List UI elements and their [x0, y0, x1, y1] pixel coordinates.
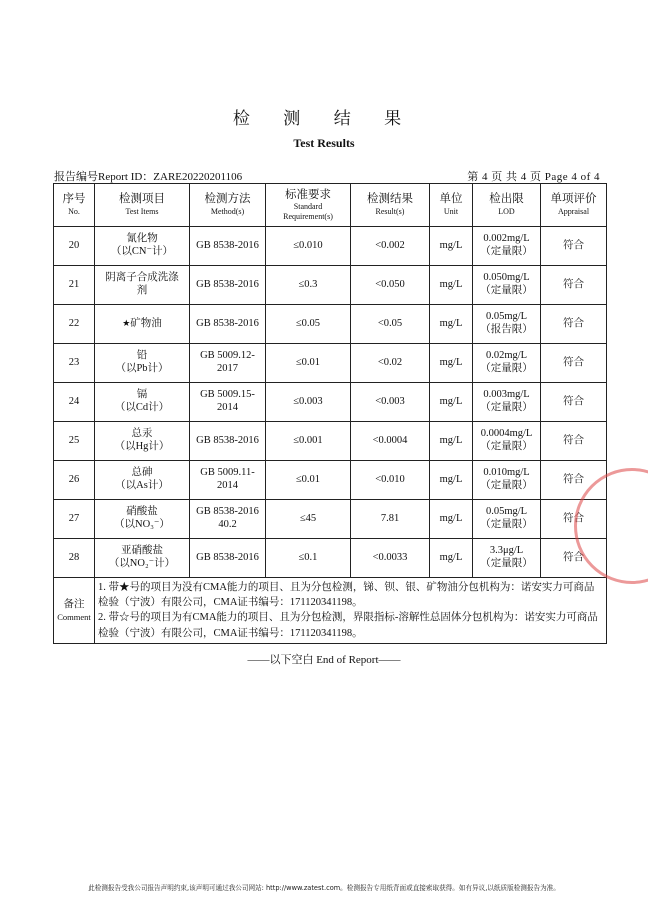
- cell-no: [54, 422, 95, 461]
- remark-note-1: 1. 带★号的项目为没有CMA能力的项目、且为分包检测，锑、钡、银、矿物油分包机构为：诺安实力可商品检验（宁波）有限公司，CMA证书编号：171120341198。: [98, 582, 595, 609]
- cell-result-text: <0.0033: [372, 551, 408, 563]
- cell-lod-text: 0.010mg/L: [483, 467, 530, 479]
- cell-method: [190, 266, 266, 305]
- cell-method-text: 40.2: [218, 519, 237, 530]
- cell-unit: [430, 305, 473, 344]
- cell-lod: [473, 227, 541, 266]
- cell-appraisal-text: 符合: [563, 278, 584, 290]
- page-info: 第 4 页 共 4 页 Page 4 of 4: [467, 171, 600, 183]
- cell-standard-text: ≤0.3: [298, 278, 318, 290]
- remarks-label: 备注 Comment: [54, 578, 95, 644]
- cell-test-item: [95, 539, 190, 578]
- cell-test-item-text: 矿物油: [130, 317, 162, 329]
- cell-lod-text: 0.050mg/L: [483, 272, 530, 284]
- cell-unit-text: mg/L: [439, 395, 463, 407]
- cell-unit-text: mg/L: [439, 473, 463, 485]
- cell-unit: [430, 539, 473, 578]
- cell-result: [351, 461, 430, 500]
- col-header-method: 检测方法 Method(s): [190, 184, 266, 227]
- results-table: [53, 183, 607, 644]
- cell-test-item: [95, 422, 190, 461]
- cell-lod-text: 0.0004mg/L: [480, 428, 533, 440]
- cell-result: [351, 305, 430, 344]
- cell-standard-text: ≤0.01: [295, 356, 321, 368]
- cell-no-text: 23: [68, 356, 80, 368]
- cell-no: [54, 539, 95, 578]
- cell-test-item-text: 镉: [136, 389, 148, 401]
- cell-test-item-text: （以As计）: [115, 480, 169, 491]
- cell-result-text: <0.02: [377, 356, 403, 368]
- cell-no: [54, 344, 95, 383]
- cell-test-item: [95, 344, 190, 383]
- cell-method-text: GB 8538-2016: [196, 434, 259, 446]
- cell-lod: [473, 539, 541, 578]
- cell-standard: [266, 422, 351, 461]
- col-header-unit: 单位 Unit: [430, 184, 473, 227]
- cell-appraisal-text: 符合: [563, 317, 584, 329]
- cell-lod: [473, 383, 541, 422]
- cell-method-text: GB 5009.12-: [200, 350, 255, 362]
- cell-test-item-text: （以Hg计）: [114, 441, 170, 452]
- cell-lod-text: 0.05mg/L: [485, 311, 528, 323]
- cell-test-item: [95, 305, 190, 344]
- cell-appraisal: [541, 305, 607, 344]
- table-row: [54, 461, 607, 500]
- cell-no-text: 21: [68, 278, 80, 290]
- cell-lod: [473, 305, 541, 344]
- cell-no: [54, 383, 95, 422]
- cell-lod: [473, 461, 541, 500]
- cell-result: [351, 500, 430, 539]
- cell-standard-text: ≤45: [299, 512, 317, 524]
- cell-standard: [266, 383, 351, 422]
- cell-result: [351, 227, 430, 266]
- cell-unit: [430, 383, 473, 422]
- cell-unit: [430, 422, 473, 461]
- cell-test-item: [95, 383, 190, 422]
- cell-lod-text: （定量限）: [480, 402, 533, 413]
- cell-appraisal: [541, 422, 607, 461]
- cell-lod: [473, 344, 541, 383]
- star-icon: ★: [122, 317, 131, 328]
- cell-lod-text: 0.05mg/L: [485, 506, 528, 518]
- cell-unit-text: mg/L: [439, 512, 463, 524]
- cell-appraisal-text: 符合: [563, 239, 584, 251]
- cell-method-text: 2014: [217, 402, 238, 413]
- cell-unit: [430, 344, 473, 383]
- cell-lod-text: 3.3μg/L: [489, 545, 524, 557]
- cell-lod-text: 0.02mg/L: [485, 350, 528, 362]
- cell-test-item-text: 阴离子合成洗涤: [105, 272, 179, 284]
- cell-method: [190, 461, 266, 500]
- cell-lod-text: （定量限）: [480, 480, 533, 491]
- cell-method: [190, 539, 266, 578]
- cell-test-item-text: （以CN⁻计）: [110, 246, 174, 257]
- cell-test-item: [95, 266, 190, 305]
- cell-test-item-text: 铅: [136, 350, 148, 362]
- cell-result: [351, 344, 430, 383]
- cell-test-item-text: 硝酸盐: [126, 506, 158, 518]
- cell-method-text: 2014: [217, 480, 238, 491]
- cell-appraisal-text: 符合: [563, 551, 584, 563]
- cell-method: [190, 383, 266, 422]
- col-header-result: 检测结果 Result(s): [351, 184, 430, 227]
- page-title-cn: 检 测 结 果: [232, 109, 416, 129]
- table-row: [54, 383, 607, 422]
- cell-lod-text: （定量限）: [480, 363, 533, 374]
- cell-no-text: 24: [68, 395, 80, 407]
- cell-no-text: 27: [68, 512, 80, 524]
- table-header-row: [54, 184, 607, 227]
- col-header-items: 检测项目 Test Items: [95, 184, 190, 227]
- cell-lod: [473, 422, 541, 461]
- cell-unit: [430, 227, 473, 266]
- cell-result: [351, 266, 430, 305]
- cell-lod-text: （定量限）: [480, 441, 533, 452]
- cell-lod-text: （定量限）: [480, 246, 533, 257]
- cell-standard-text: ≤0.05: [295, 317, 321, 329]
- cell-unit-text: mg/L: [439, 278, 463, 290]
- cell-test-item: [95, 227, 190, 266]
- table-row: [54, 422, 607, 461]
- cell-appraisal: [541, 266, 607, 305]
- cell-lod-text: （报告限）: [480, 324, 533, 335]
- cell-test-item-text: 总砷: [131, 467, 153, 479]
- cell-test-item-text: 剂: [136, 285, 148, 296]
- cell-unit-text: mg/L: [439, 434, 463, 446]
- cell-method: [190, 227, 266, 266]
- cell-appraisal: [541, 383, 607, 422]
- col-header-no: 序号 No.: [54, 184, 95, 227]
- cell-result-text: <0.050: [375, 278, 405, 290]
- cell-method-text: GB 8538-2016: [196, 278, 259, 290]
- cell-standard: [266, 539, 351, 578]
- cell-test-item: [95, 461, 190, 500]
- table-row: [54, 266, 607, 305]
- cell-test-item-text: 氰化物: [126, 233, 158, 245]
- cell-method: [190, 344, 266, 383]
- col-header-appraisal: 单项评价 Appraisal: [541, 184, 607, 227]
- cell-standard-text: ≤0.001: [293, 434, 323, 446]
- cell-standard: [266, 500, 351, 539]
- cell-appraisal: [541, 227, 607, 266]
- cell-unit-text: mg/L: [439, 317, 463, 329]
- cell-unit-text: mg/L: [439, 239, 463, 251]
- cell-unit: [430, 461, 473, 500]
- cell-appraisal: [541, 344, 607, 383]
- cell-standard: [266, 266, 351, 305]
- cell-appraisal-text: 符合: [563, 434, 584, 446]
- cell-appraisal-text: 符合: [563, 395, 584, 407]
- cell-test-item-text: （以Pb计）: [115, 363, 169, 374]
- cell-no-text: 28: [68, 551, 80, 563]
- cell-unit-text: mg/L: [439, 551, 463, 563]
- cell-appraisal-text: 符合: [563, 473, 584, 485]
- page-title-en: Test Results: [293, 136, 355, 150]
- col-header-standard: 标准要求 Standard Requirement(s): [266, 184, 351, 227]
- cell-lod-text: 0.002mg/L: [483, 233, 530, 245]
- cell-no: [54, 500, 95, 539]
- cell-appraisal-text: 符合: [563, 356, 584, 368]
- cell-lod-text: （定量限）: [480, 558, 533, 569]
- cell-standard-text: ≤0.003: [293, 395, 323, 407]
- cell-standard: [266, 305, 351, 344]
- table-row: [54, 227, 607, 266]
- cell-method-text: GB 8538-2016: [196, 317, 259, 329]
- cell-method-text: 2017: [217, 363, 238, 374]
- cell-test-item-text: （以NO₂⁻计）: [108, 558, 176, 569]
- cell-test-item-text: 亚硝酸盐: [121, 545, 163, 557]
- cell-lod-text: （定量限）: [480, 285, 533, 296]
- remarks-content: [95, 578, 607, 644]
- remarks-row: [54, 578, 607, 644]
- cell-no-text: 25: [68, 434, 80, 446]
- cell-unit: [430, 500, 473, 539]
- cell-no: [54, 305, 95, 344]
- cell-lod-text: 0.003mg/L: [483, 389, 530, 401]
- cell-result-text: 7.81: [380, 512, 400, 524]
- cell-method-text: GB 5009.11-: [200, 467, 255, 479]
- cell-no-text: 22: [68, 317, 80, 329]
- table-row: [54, 500, 607, 539]
- cell-unit-text: mg/L: [439, 356, 463, 368]
- cell-no: [54, 266, 95, 305]
- cell-unit: [430, 266, 473, 305]
- cell-test-item-text: 总汞: [131, 428, 153, 440]
- cell-result: [351, 422, 430, 461]
- cell-standard: [266, 344, 351, 383]
- cell-method: [190, 305, 266, 344]
- cell-no: [54, 227, 95, 266]
- cell-result-text: <0.002: [375, 239, 405, 251]
- cell-result-text: <0.003: [375, 395, 405, 407]
- remark-note-2: 2. 带☆号的项目为有CMA能力的项目、且为分包检测，界限指标-溶解性总固体分包机构为：诺安实力可商品检验（宁波）有限公司，CMA证书编号：171120341198。: [98, 612, 598, 639]
- cell-method-text: GB 8538-2016: [196, 551, 259, 563]
- cell-result: [351, 383, 430, 422]
- cell-standard-text: ≤0.1: [298, 551, 318, 563]
- cell-method-text: GB 5009.15-: [200, 389, 255, 401]
- cell-standard-text: ≤0.010: [293, 239, 323, 251]
- cell-standard: [266, 227, 351, 266]
- cell-test-item-text: （以Cd计）: [114, 402, 170, 413]
- cell-method: [190, 500, 266, 539]
- col-header-lod: 检出限 LOD: [473, 184, 541, 227]
- end-of-report: ——以下空白 End of Report——: [247, 654, 401, 666]
- cell-no-text: 20: [68, 239, 80, 251]
- cell-lod: [473, 266, 541, 305]
- cell-result-text: <0.0004: [372, 434, 408, 446]
- cell-result-text: <0.05: [377, 317, 403, 329]
- cell-lod: [473, 500, 541, 539]
- cell-test-item: [95, 500, 190, 539]
- cell-lod-text: （定量限）: [480, 519, 533, 530]
- cell-result: [351, 539, 430, 578]
- footer-disclaimer: 此检测报告受我公司报告声明约束,该声明可通过我公司网站: http://www.zatest.com。检测报告专用纸背面或直接索取获得。如有异议,以纸质版检测报告为准。: [88, 884, 560, 892]
- cell-standard-text: ≤0.01: [295, 473, 321, 485]
- cell-appraisal-text: 符合: [563, 512, 584, 524]
- table-row: [54, 344, 607, 383]
- cell-method: [190, 422, 266, 461]
- cell-standard: [266, 461, 351, 500]
- cell-method-text: GB 8538-2016: [196, 506, 259, 518]
- cell-result-text: <0.010: [375, 473, 405, 485]
- table-row: [54, 539, 607, 578]
- cell-method-text: GB 8538-2016: [196, 239, 259, 251]
- cell-no-text: 26: [68, 473, 80, 485]
- cell-test-item-text: （以NO₃⁻）: [114, 519, 170, 530]
- cell-no: [54, 461, 95, 500]
- report-id: 报告编号Report ID：ZARE20220201106: [54, 171, 243, 183]
- table-row: [54, 305, 607, 344]
